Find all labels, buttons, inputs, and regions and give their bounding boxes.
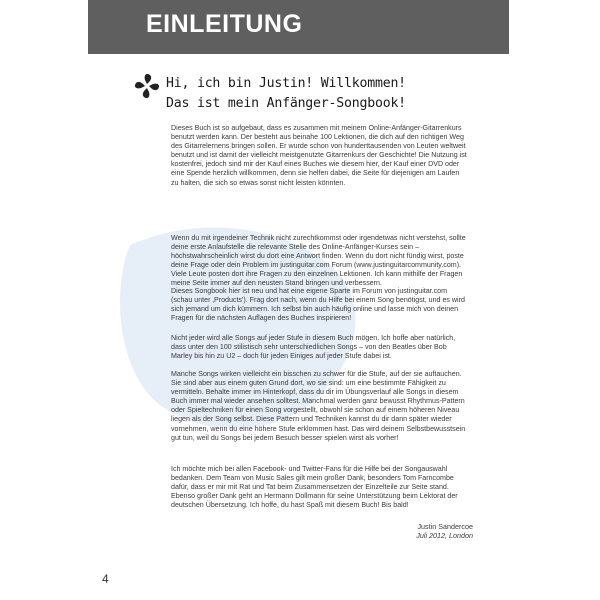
paragraph-2: Wenn du mit irgendeiner Technik nicht zurechtkommst oder irgendetwas nicht verstehst, solltе deine erste Anlaufstelle die relevante Stelle des Online-Anfänger-Kurses sein – höchstwahrscheinlich wirst du dort eine Antwort finden. Wenn du dort nicht fündig wirst, poste deine Frage oder dein Problem im justinguitar.com Forum (www.justinguitarcommunity.com). Viele Leute posten dort ihre Fragen zu den einzelnen Lektionen. Ich kann mithilfe der Fragen meine Seite immer auf den neusten Stand bringen und verbessern. [171, 234, 466, 288]
page-number: 4 [102, 572, 109, 586]
paragraph-4: Nicht jeder wird alle Songs auf jeder Stufe in diesem Buch mögen. Ich hoffe aber natürlich, dass unter den 100 stilistisch sehr unterschiedlichen Songs – von den Beatles über Bob Marley bis hin zu U2 – doch für jeden Einiges auf jeder Stufe dabei ist. [171, 334, 456, 361]
signature-date: Juli 2012, London [416, 531, 473, 540]
signature-block [416, 522, 473, 540]
page-title: EINLEITUNG [146, 10, 303, 38]
signature-name: Justin Sandercoe [417, 522, 473, 531]
paragraph-5: Manche Songs wirken vielleicht ein bisschen zu schwer für die Stufe, auf der sie auftauchen. Sie sind aber aus einem guten Grund dort, wo sie sind: um eine bestimmte Fähigkeit zu vermitteln. Behalte immer im Hinterkopf, dass du dir im Übungsverlauf alle Songs in diesem Buch immer mal wieder ansehen solltest. Manchmal werden ganz bewusst Rhythmus-Pattern oder Spieltechniken für einen Song vorgestellt, obwohl sie schon auf einem höheren Niveau liegen als der Song selbst. Diese Pattern und Techniken kannst du dir dann später wieder vornehmen, wenn du eine höhere Stufe erklommen hast. Das wird deinem Selbstbewusstsein gut tun, weil du Songs bei jedem Besuch besser spielen wirst als vorher! [171, 370, 466, 442]
paragraph-1: Dieses Buch ist so aufgebaut, dass es zusammen mit meinem Online-Anfänger-Gitarrenkurs benutzt werden kann. Der besteht aus beinahe 100 Lektionen, die dich auf den richtigen Weg des Gitarrelernens bringen sollen. Er wurde schon von hunderttausenden von Leuten weltweit benutzt und ist damit der vielleicht meistgenutzte Gitarrenkurs der Geschichte! Die Nutzung ist kostenfrei, jedoch sind mir der Kauf eines Buches wie diesem hier, der Kauf einer DVD oder eine Spende herzlich willkommen, denn sie helfen dabei, die Seite für diejenigen am Laufen zu halten, die sich so etwas sonst nicht leisten könnten. [171, 124, 467, 187]
intro-greeting-line-1: Hi, ich bin Justin! Willkommen! [166, 76, 406, 91]
paragraph-6: Ich möchte mich bei allen Facebook- und Twitter-Fans für die Hilfe bei der Songauswahl bedanken. Dem Team von Music Sales gilt mein großer Dank, besonders Tom Farncombe dafür, dass er mir mit Rat und Tat beim Zusammensetzen der Einzelteile zur Seite stand. Ebenso großer Dank geht an Hermann Dollmann für seine Unterstützung beim Lektorat der deutschen Übersetzung. Ich hoffe, du hast Spaß mit diesem Buch! Bis bald! [171, 465, 458, 510]
intro-greeting-line-2: Das ist mein Anfänger-Songbook! [166, 96, 406, 111]
paragraph-3: Dieses Songbook hier ist neu und hat eine eigene Sparte im Forum von justinguitar.com (schau unter ‚Products'). Frag dort nach, wenn du Hilfe bei einem Song benötigst, und es wird sich jemand um dich kümmern. Ich selbst bin auch häufig online und lasse mich von deinen Fragen für die nächsten Auflagen des Buches inspirieren! [171, 287, 465, 323]
justinguitar-logo-icon [133, 72, 161, 100]
